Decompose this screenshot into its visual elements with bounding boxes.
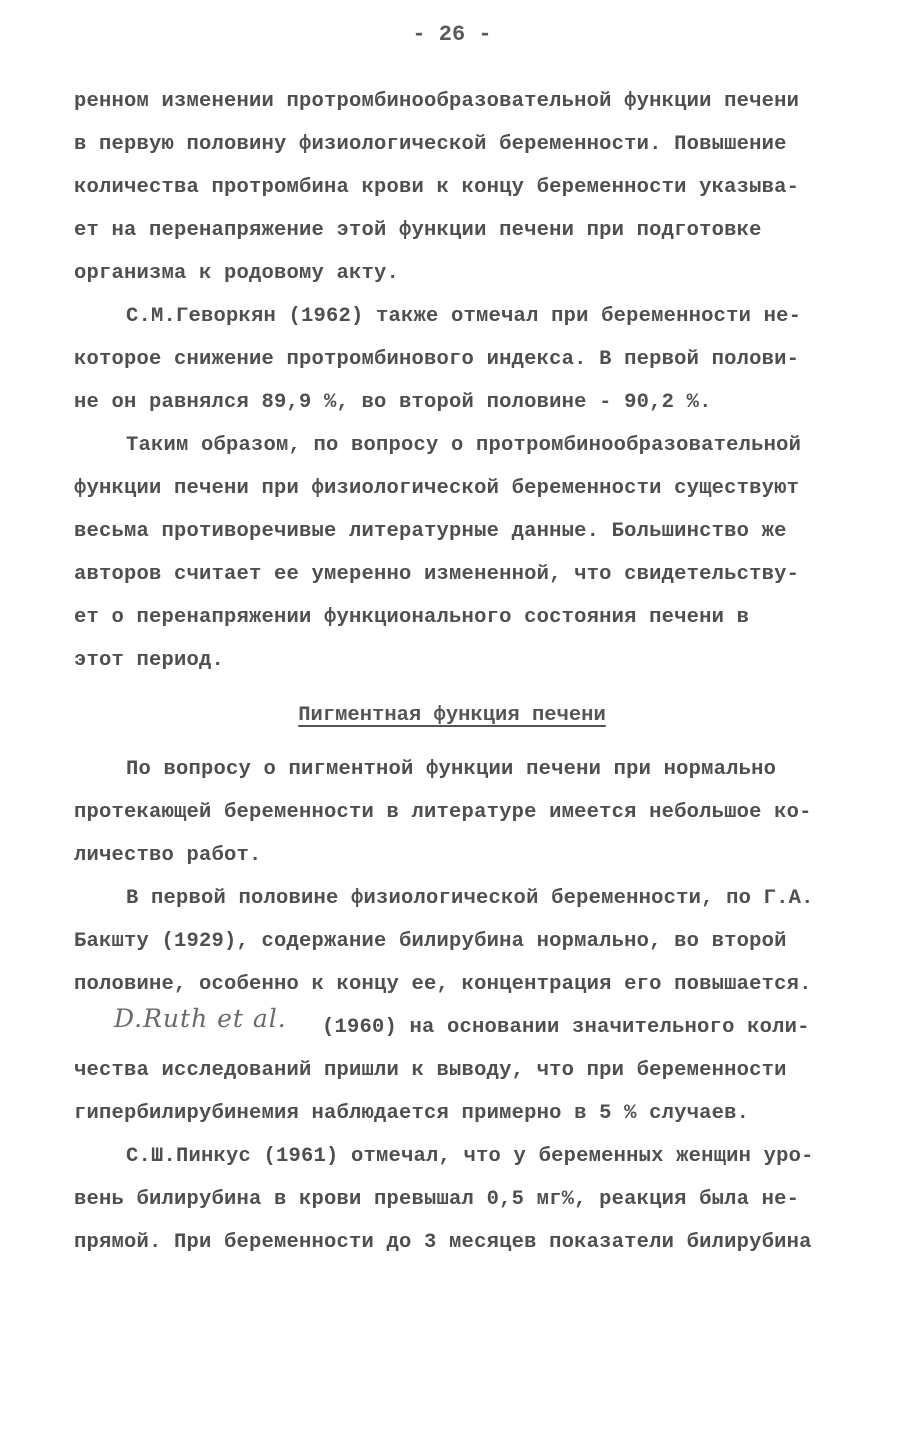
text-line: ет на перенапряжение этой функции печени при подготовке [74,219,762,242]
text-line: вень билирубина в крови превышал 0,5 мг%, реакция была не- [74,1188,800,1211]
text-line: Бакшту (1929), содержание билирубина нормально, во второй [74,930,787,953]
text-line: авторов считает ее умеренно измененной, что свидетельству- [74,563,800,586]
text-line: протекающей беременности в литературе имеется небольшое ко- [74,801,812,824]
text-line: половине, особенно к концу ее, концентрация его повышается. [74,973,812,996]
text-line: не он равнялся 89,9 %, во второй половине - 90,2 %. [74,391,712,414]
text-line: в первую половину физиологической беременности. Повышение [74,133,787,156]
text-line: С.Ш.Пинкус (1961) отмечал, что у беременных женщин уро- [126,1145,814,1168]
text-line: количества протромбина крови к концу беременности указыва- [74,176,800,199]
text-line: личество работ. [74,844,262,867]
text-line: По вопросу о пигментной функции печени при нормально [126,758,777,781]
text-line: ет о перенапряжении функционального состояния печени в [74,606,750,629]
text-line: ренном изменении протромбинообразовательной функции печени [74,90,800,113]
text-line: В первой половине физиологической беременности, по Г.А. [126,887,814,910]
text-line: гипербилирубинемия наблюдается примерно в 5 % случаев. [74,1102,750,1125]
page-number: - 26 - [412,22,492,47]
text-line: весьма противоречивые литературные данные. Большинство же [74,520,787,543]
text-line: организма к родовому акту. [74,262,400,285]
text-line: которое снижение протромбинового индекса. В первой полови- [74,348,800,371]
text-line: Таким образом, по вопросу о протромбинообразовательной [126,434,802,457]
handwritten-author: D.Ruth et al. [114,1004,287,1033]
text-line: прямой. При беременности до 3 месяцев показатели билирубина [74,1231,812,1254]
text-line: чества исследований пришли к выводу, что при беременности [74,1059,787,1082]
section-heading-text: Пигментная функция печени [298,704,606,727]
text-line: С.М.Геворкян (1962) также отмечал при беременности не- [126,305,802,328]
text-line: этот период. [74,649,225,672]
text-line: функции печени при физиологической беременности существуют [74,477,800,500]
text-line: (1960) на основании значительного коли- [322,1016,810,1039]
section-heading [0,704,904,727]
